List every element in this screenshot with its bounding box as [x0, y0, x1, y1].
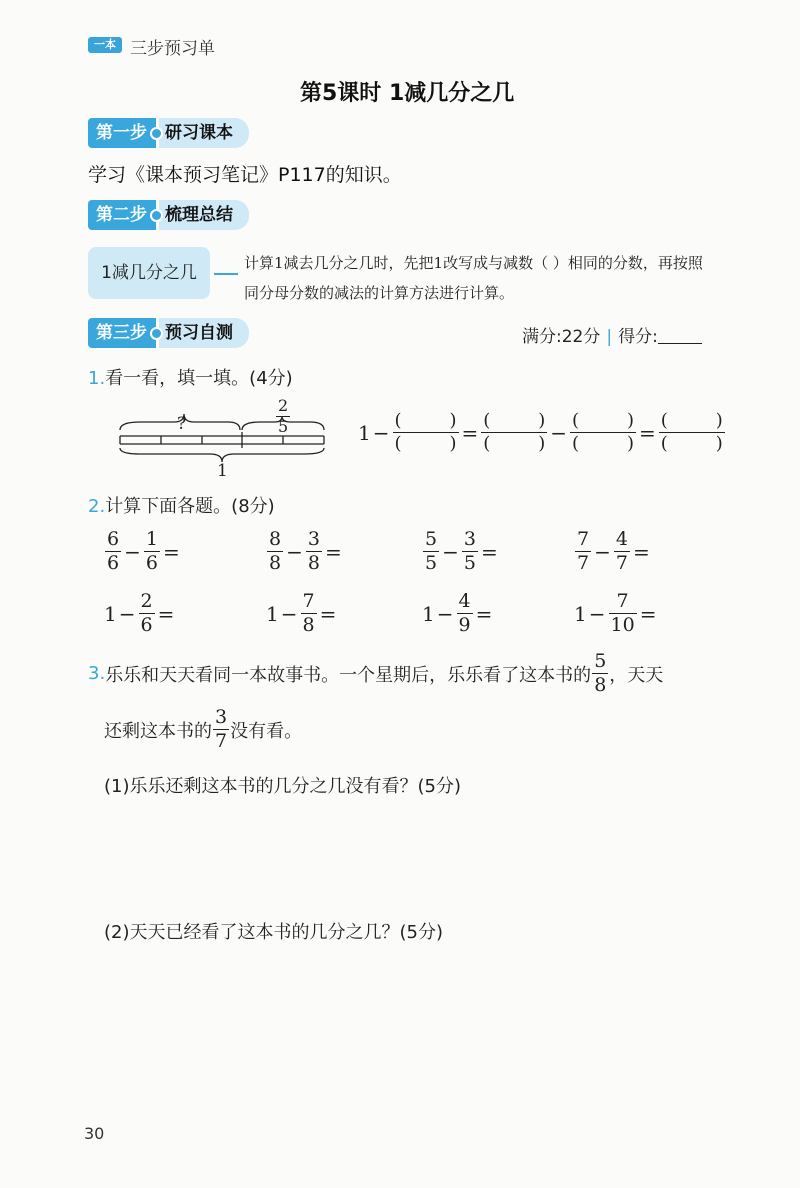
step-dot-icon [150, 327, 163, 340]
answer-fraction-blank[interactable]: ( ) ( ) [394, 410, 457, 454]
q1-equation [358, 412, 726, 453]
diagram-frac-num: 2 [278, 396, 289, 415]
step1-tag: 第一步 [88, 118, 156, 148]
calc-item: $\frac{8}{8}$ − $\frac{3}{8}$ = [269, 528, 342, 574]
answer-fraction-blank[interactable]: ( ) ( ) [572, 410, 635, 454]
q3-frac2-num: 3 [215, 706, 228, 728]
q2-text: 计算下面各题。(8分) [105, 496, 275, 517]
q3-frac1-num: 5 [594, 650, 607, 672]
calc-item: 1 − $\frac{7}{8}$ = [266, 590, 337, 636]
step1-title: 研习课本 [159, 118, 249, 148]
diagram-fraction [275, 398, 291, 435]
calc-item: 1 − $\frac{4}{9}$ = [422, 590, 493, 636]
diagram-frac-den: 5 [278, 417, 289, 436]
answer-fraction-blank[interactable]: ( ) ( ) [483, 410, 546, 454]
answer-fraction-blank[interactable]: ( ) ( ) [660, 410, 723, 454]
q3-frac2-den: 7 [215, 730, 228, 752]
equals-sign: = [639, 420, 656, 445]
step3-title: 预习自测 [159, 318, 249, 348]
diagram-whole-label: 1 [217, 461, 228, 481]
step3-label [88, 318, 249, 348]
step2-label [88, 200, 249, 230]
q3-text-d: 没有看。 [230, 720, 303, 742]
q3-frac1-den: 8 [594, 674, 607, 696]
concept-box: 1减几分之几 [88, 247, 210, 299]
step-dot-icon [150, 127, 163, 140]
step1-text: 学习《课本预习笔记》P117的知识。 [88, 164, 402, 186]
step-dot-icon [150, 209, 163, 222]
calc-item: 1 − $\frac{2}{6}$ = [104, 590, 175, 636]
calc-item: $\frac{7}{7}$ − $\frac{4}{7}$ = [577, 528, 650, 574]
q1-text: 看一看，填一填。(4分) [105, 368, 293, 389]
diagram-question-mark: ? [177, 414, 187, 434]
score-area [522, 322, 702, 347]
q3-number: 3. [88, 663, 106, 684]
q2-number: 2. [88, 496, 106, 517]
q3-text-c: 还剩这本书的 [104, 720, 212, 742]
q3-sub1: (1)乐乐还剩这本书的几分之几没有看？(5分) [104, 776, 461, 797]
q1-number: 1. [88, 368, 106, 389]
minus-sign: − [550, 420, 568, 445]
step3-tag: 第三步 [88, 318, 156, 348]
score-blank[interactable] [658, 327, 702, 344]
step1-label [88, 118, 249, 148]
brand-logo: 一本 [88, 37, 122, 53]
series-title: 三步预习单 [130, 39, 215, 59]
connector-line [214, 273, 238, 275]
q3-prompt-line1 [88, 652, 663, 695]
q1-prompt [88, 364, 293, 390]
equals-sign: = [461, 420, 479, 445]
calc-item: 1 − $\frac{7}{10}$ = [574, 590, 657, 636]
page-number: 30 [84, 1124, 105, 1143]
q3-text-b: ，天天 [609, 664, 664, 686]
q3-sub2: (2)天天已经看了这本书的几分之几？(5分) [104, 922, 443, 943]
score-separator: | [606, 327, 613, 347]
q1-one: 1 [358, 420, 371, 445]
summary-text: 计算1减去几分之几时，先把1改写成与减数（ ）相同的分数，再按照同分母分数的减法的计算方法进行计算。 [244, 254, 703, 302]
full-score: 满分:22分 [522, 327, 601, 347]
q3-text-a: 乐乐和天天看同一本故事书。一个星期后，乐乐看了这本书的 [105, 664, 592, 686]
score-label: 得分: [618, 327, 658, 347]
q3-prompt-line2 [104, 708, 302, 751]
calc-item: $\frac{6}{6}$ − $\frac{1}{6}$ = [107, 528, 180, 574]
lesson-title: 第5课时 1减几分之几 [300, 81, 515, 106]
minus-sign: − [372, 420, 390, 445]
step2-tag: 第二步 [88, 200, 156, 230]
q2-prompt [88, 492, 275, 518]
step2-title: 梳理总结 [159, 200, 249, 230]
calc-item: $\frac{5}{5}$ − $\frac{3}{5}$ = [425, 528, 498, 574]
